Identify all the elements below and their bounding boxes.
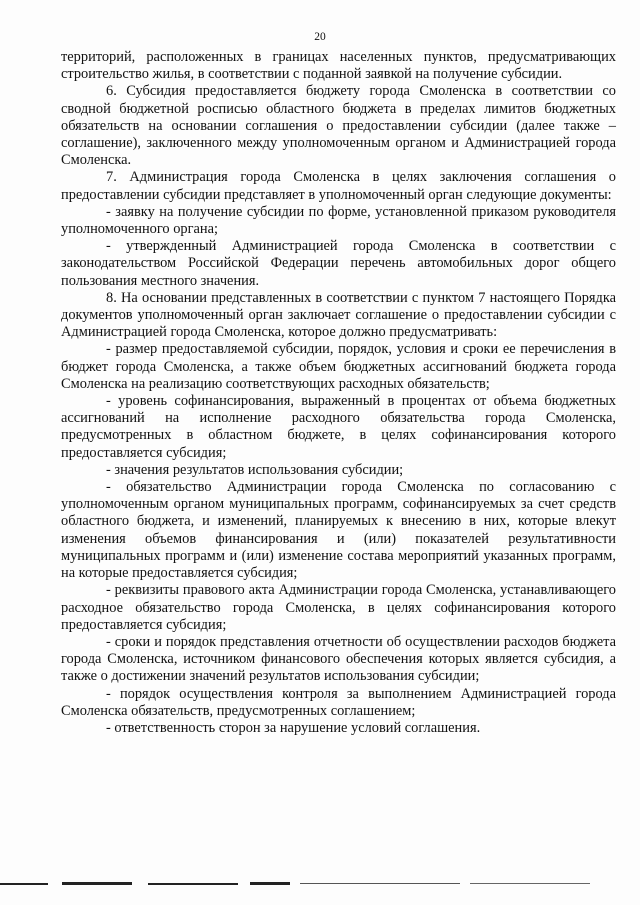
page-number: 20 bbox=[314, 31, 326, 43]
scan-artifact-line bbox=[62, 882, 132, 885]
scan-artifact-line bbox=[148, 883, 238, 885]
paragraph-item-7: 7. Администрация города Смоленска в целях заключения соглашения о предоставлении субсидии представляет в уполномоченный орган следующие документы: bbox=[61, 169, 616, 203]
document-body bbox=[61, 49, 616, 737]
scan-artifact-line bbox=[0, 883, 48, 885]
list-item-road-list: - утвержденный Администрацией города Смоленска в соответствии с законодательством Российской Федерации перечень автомобильных дорог общего пользования местного значения. bbox=[61, 238, 616, 289]
list-item-reporting: - сроки и порядок представления отчетности об осуществлении расходов бюджета города Смоленска, источником финансового обеспечения которых является субсидия, а также о достижении значений результатов использования субсидии; bbox=[61, 633, 616, 685]
list-item-subsidy-size: - размер предоставляемой субсидии, порядок, условия и сроки ее перечисления в бюджет города Смоленска, а также объем бюджетных ассигнований бюджета города Смоленска на реализацию соответствующих расходных обязательств; bbox=[61, 341, 616, 392]
list-item-responsibility: - ответственность сторон за нарушение условий соглашения. bbox=[106, 719, 481, 736]
scan-artifact-line bbox=[300, 883, 460, 884]
paragraph-continuation: территорий, расположенных в границах населенных пунктов, предусматривающих строительство жилья, в соответствии с поданной заявкой на получение субсидии. bbox=[61, 49, 616, 83]
list-item-legal-act: - реквизиты правового акта Администрации города Смоленска, устанавливающего расходное обязательство города Смоленска, в целях софинансирования которого предоставляется субсидия; bbox=[61, 582, 616, 633]
list-item-application: - заявку на получение субсидии по форме, установленной приказом руководителя уполномоченного органа; bbox=[61, 203, 616, 238]
paragraph-item-6: 6. Субсидия предоставляется бюджету города Смоленска в соответствии со сводной бюджетной росписью областного бюджета в пределах лимитов бюджетных обязательств на основании соглашения о предоставлении субсидии (далее также – соглашение), заключенного между уполномоченным органом и Администрацией города Смоленска. bbox=[61, 83, 616, 169]
list-item-control: - порядок осуществления контроля за выполнением Администрацией города Смоленска обязательств, предусмотренных соглашением; bbox=[61, 685, 616, 719]
list-item-cofinancing-level: - уровень софинансирования, выраженный в процентах от объема бюджетных ассигнований на исполнение расходного обязательства города Смоленска, предусмотренных в областном бюджете, в целях софинансирования которого предоставляется субсидия; bbox=[61, 393, 616, 461]
scan-artifact-line bbox=[470, 883, 590, 884]
list-item-result-values: - значения результатов использования субсидии; bbox=[106, 461, 404, 478]
scan-artifact-line bbox=[250, 882, 290, 885]
paragraph-item-8: 8. На основании представленных в соответствии с пунктом 7 настоящего Порядка документов уполномоченный орган заключает соглашение о предоставлении субсидии с Администрацией города Смоленска, которое должно предусматривать: bbox=[61, 289, 616, 341]
list-item-program-approval: - обязательство Администрации города Смоленска по согласованию с уполномоченным органом муниципальных программ, софинансируемых за счет средств областного бюджета, и изменений, планируемых к внесению в них, которые влекут изменения объемов финансирования и (или) показателей результативности муниципальных программ и (или) изменение состава мероприятий указанных программ, на которые предоставляется субсидия; bbox=[61, 479, 616, 582]
